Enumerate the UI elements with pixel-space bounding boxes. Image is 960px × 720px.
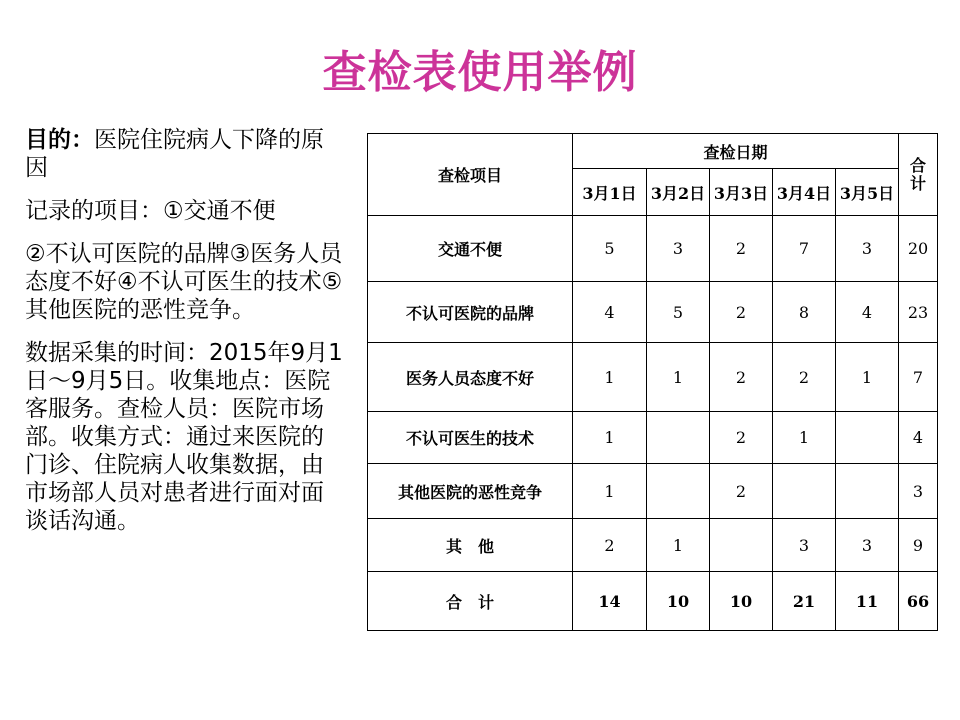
- sum-label: 合 计: [368, 572, 573, 631]
- date-col-5: 3月5日: [836, 169, 899, 216]
- cell: 2: [710, 216, 773, 282]
- sum-cell: 10: [647, 572, 710, 631]
- row-total: 3: [899, 464, 938, 519]
- cell: 1: [836, 343, 899, 412]
- row-label: 医务人员态度不好: [368, 343, 573, 412]
- row-total: 23: [899, 282, 938, 343]
- cell: [836, 464, 899, 519]
- cell: 2: [710, 464, 773, 519]
- cell: 8: [773, 282, 836, 343]
- grand-total: 66: [899, 572, 938, 631]
- date-col-3: 3月3日: [710, 169, 773, 216]
- cell: 3: [773, 519, 836, 572]
- cell: 7: [773, 216, 836, 282]
- cell: 2: [710, 282, 773, 343]
- cell: 1: [573, 412, 647, 464]
- cell: [773, 464, 836, 519]
- sum-cell: 14: [573, 572, 647, 631]
- cell: 3: [647, 216, 710, 282]
- items-paragraph: 记录的项目：①交通不便: [25, 198, 276, 224]
- sum-cell: 21: [773, 572, 836, 631]
- cell: 2: [573, 519, 647, 572]
- cell: [647, 464, 710, 519]
- cell: 4: [836, 282, 899, 343]
- row-label: 交通不便: [368, 216, 573, 282]
- row-label: 不认可医生的技术: [368, 412, 573, 464]
- table-row: [368, 519, 938, 572]
- row-total: 9: [899, 519, 938, 572]
- item-header: 查检项目: [368, 134, 573, 216]
- row-label: 其 他: [368, 519, 573, 572]
- cell: [647, 412, 710, 464]
- cell: 2: [710, 343, 773, 412]
- sum-cell: 10: [710, 572, 773, 631]
- total-header-char-2: 计: [910, 173, 927, 193]
- row-total: 20: [899, 216, 938, 282]
- cell: 1: [773, 412, 836, 464]
- date-col-2: 3月2日: [647, 169, 710, 216]
- description-text: [25, 126, 343, 550]
- row-total: 4: [899, 412, 938, 464]
- cell: 2: [773, 343, 836, 412]
- cell: 1: [647, 343, 710, 412]
- cell: 4: [573, 282, 647, 343]
- date-col-1: 3月1日: [573, 169, 647, 216]
- slide-title: 查检表使用举例: [322, 47, 638, 98]
- cell: 1: [573, 343, 647, 412]
- date-header: 查检日期: [573, 134, 899, 169]
- row-total: 7: [899, 343, 938, 412]
- purpose-text: 医院住院病人下降的原因: [25, 127, 324, 181]
- table-row: [368, 343, 938, 412]
- total-header-char-1: 合: [910, 155, 927, 175]
- cell: [710, 519, 773, 572]
- table-row: [368, 464, 938, 519]
- cell: 5: [647, 282, 710, 343]
- date-col-4: 3月4日: [773, 169, 836, 216]
- check-sheet-table: [367, 133, 938, 631]
- table-row: [368, 282, 938, 343]
- cell: 5: [573, 216, 647, 282]
- cell: 2: [710, 412, 773, 464]
- purpose-paragraph: [25, 126, 343, 182]
- row-label: 不认可医院的品牌: [368, 282, 573, 343]
- cell: 1: [573, 464, 647, 519]
- table-row: [368, 412, 938, 464]
- sum-row: [368, 572, 938, 631]
- items-list-paragraph: ②不认可医院的品牌③医务人员态度不好④不认可医生的技术⑤其他医院的恶性竞争。: [25, 241, 343, 323]
- cell: 3: [836, 519, 899, 572]
- collection-paragraph: 数据采集的时间：2015年9月1日～9月5日。收集地点：医院客服务。查检人员：医院市场部。收集方式：通过来医院的门诊、住院病人收集数据，由市场部人员对患者进行面对面谈话沟通。: [25, 340, 343, 534]
- cell: 3: [836, 216, 899, 282]
- total-header: [899, 134, 938, 216]
- purpose-label: 目的：: [25, 127, 94, 153]
- sum-cell: 11: [836, 572, 899, 631]
- cell: 1: [647, 519, 710, 572]
- row-label: 其他医院的恶性竞争: [368, 464, 573, 519]
- table-row: [368, 216, 938, 282]
- cell: [836, 412, 899, 464]
